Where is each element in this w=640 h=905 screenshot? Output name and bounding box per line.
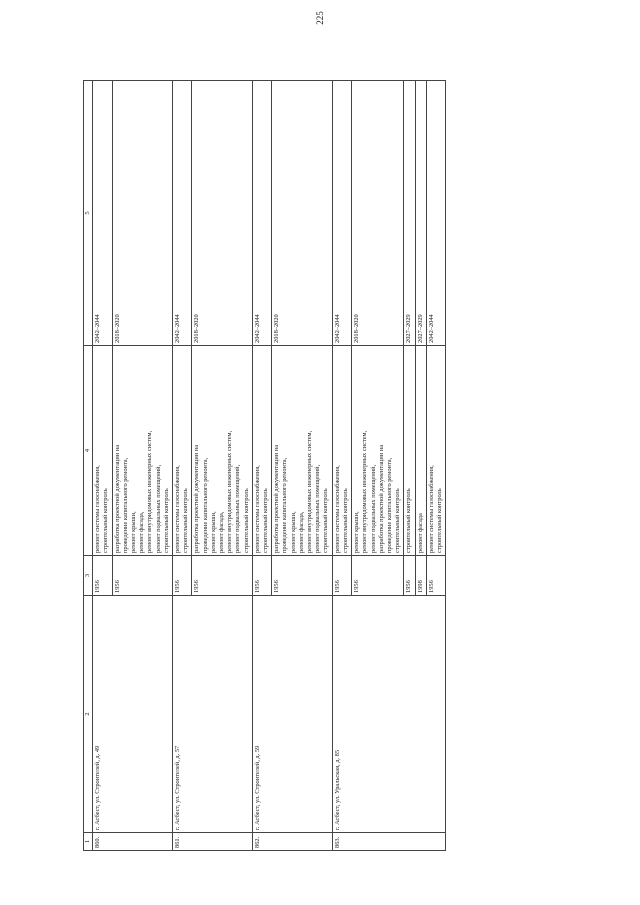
work-line: ремонт фасада,: [138, 511, 146, 553]
work-line: строительный контроль: [341, 488, 349, 553]
year-cell: 1956: [192, 556, 252, 596]
work-line: строительный контроль: [162, 488, 170, 553]
row-number: 863.: [332, 833, 445, 851]
work-line: ремонт подвальных помещений,: [314, 464, 322, 553]
work-line: разработка проектной документации на: [273, 444, 281, 553]
work-line: ремонт системы газоснабжения,: [333, 465, 341, 553]
work-line: ремонт фасада,: [218, 511, 226, 553]
header-cell: 2: [84, 596, 93, 833]
work-line: строительный контроль: [435, 488, 443, 553]
header-cell: 4: [84, 346, 93, 556]
period-cell: 2018–2020: [112, 81, 172, 346]
period-cell: 2027–2029: [404, 81, 415, 346]
header-row: [84, 81, 93, 851]
work-line: ремонт системы газоснабжения,: [427, 465, 435, 553]
period-cell: 2027–2029: [415, 81, 426, 346]
work-line: ремонт внутридомовых инженерных систем,: [226, 430, 234, 553]
period-cell: 2042–2044: [173, 81, 192, 346]
page-number: 225: [315, 11, 325, 25]
work-line: проведение капитального ремонта,: [121, 457, 129, 553]
rotated-table-container: [83, 81, 578, 851]
work-line: ремонт внутридомовых инженерных систем,: [361, 430, 369, 553]
works-cell: [173, 346, 192, 556]
work-line: проведение капитального ремонта,: [385, 457, 393, 553]
work-line: строительный контроль: [182, 488, 190, 553]
address-cell: г. Асбест, ул. Уральская, д. 85: [332, 596, 445, 833]
year-cell: 1956: [404, 556, 415, 596]
works-cell: [272, 346, 332, 556]
work-line: строительный контроль: [262, 488, 270, 553]
work-line: ремонт крыши,: [353, 511, 361, 553]
year-cell: 1956: [426, 556, 445, 596]
work-line: проведение капитального ремонта,: [201, 457, 209, 553]
work-line: разработка проектной документации на: [113, 444, 121, 553]
period-cell: 2018–2020: [272, 81, 332, 346]
period-cell: 2042–2044: [93, 81, 112, 346]
header-cell: 1: [84, 833, 93, 851]
year-cell: 1956: [252, 556, 271, 596]
work-line: строительный контроль: [322, 488, 330, 553]
work-line: проведение капитального ремонта,: [281, 457, 289, 553]
works-cell: [352, 346, 404, 556]
year-cell: 1956: [173, 556, 192, 596]
works-cell: [332, 346, 351, 556]
work-line: строительный контроль: [102, 488, 110, 553]
address-cell: г. Асбест, ул. Строителей, д. 59: [252, 596, 332, 833]
row-number: 861.: [173, 833, 253, 851]
work-line: ремонт внутридомовых инженерных систем,: [146, 430, 154, 553]
work-line: ремонт системы газоснабжения,: [174, 465, 182, 553]
work-line: ремонт крыши,: [289, 511, 297, 553]
period-cell: 2042–2044: [252, 81, 271, 346]
work-line: ремонт подвальных помещений,: [234, 464, 242, 553]
work-line: строительный контроль: [405, 488, 413, 553]
work-line: строительный контроль: [242, 488, 250, 553]
works-cell: [404, 346, 415, 556]
year-cell: 1956: [93, 556, 112, 596]
table-body: [84, 81, 446, 851]
period-cell: 2018–2020: [352, 81, 404, 346]
work-line: ремонт крыши,: [209, 511, 217, 553]
row-number: 862.: [252, 833, 332, 851]
works-cell: [192, 346, 252, 556]
work-line: ремонт фасада,: [297, 511, 305, 553]
works-cell: [426, 346, 445, 556]
work-line: ремонт подвальных помещений,: [154, 464, 162, 553]
table-row: [252, 81, 271, 851]
header-cell: 3: [84, 556, 93, 596]
year-cell: 1956: [112, 556, 172, 596]
year-cell: 1956: [272, 556, 332, 596]
work-line: ремонт фасада: [416, 513, 424, 553]
work-line: ремонт крыши,: [130, 511, 138, 553]
work-line: разработка проектной документации на: [377, 444, 385, 553]
address-cell: г. Асбест, ул. Строителей, д. 57: [173, 596, 253, 833]
row-number: 860.: [93, 833, 173, 851]
works-cell: [252, 346, 271, 556]
year-cell: 1956: [332, 556, 351, 596]
header-cell: 5: [84, 81, 93, 346]
works-cell: [112, 346, 172, 556]
period-cell: 2018–2020: [192, 81, 252, 346]
period-cell: 2042–2044: [426, 81, 445, 346]
year-cell: 1998: [415, 556, 426, 596]
repair-schedule-table: [83, 80, 446, 851]
table-row: [173, 81, 192, 851]
address-cell: г. Асбест, ул. Строителей, д. 49: [93, 596, 173, 833]
table-row: [332, 81, 351, 851]
year-cell: 1956: [352, 556, 404, 596]
work-line: ремонт подвальных помещений,: [369, 464, 377, 553]
work-line: ремонт внутридомовых инженерных систем,: [306, 430, 314, 553]
work-line: ремонт системы газоснабжения,: [94, 465, 102, 553]
works-cell: [93, 346, 112, 556]
work-line: разработка проектной документации на: [193, 444, 201, 553]
table-row: [93, 81, 112, 851]
work-line: строительный контроль: [394, 488, 402, 553]
period-cell: 2042–2044: [332, 81, 351, 346]
works-cell: [415, 346, 426, 556]
work-line: ремонт системы газоснабжения,: [253, 465, 261, 553]
